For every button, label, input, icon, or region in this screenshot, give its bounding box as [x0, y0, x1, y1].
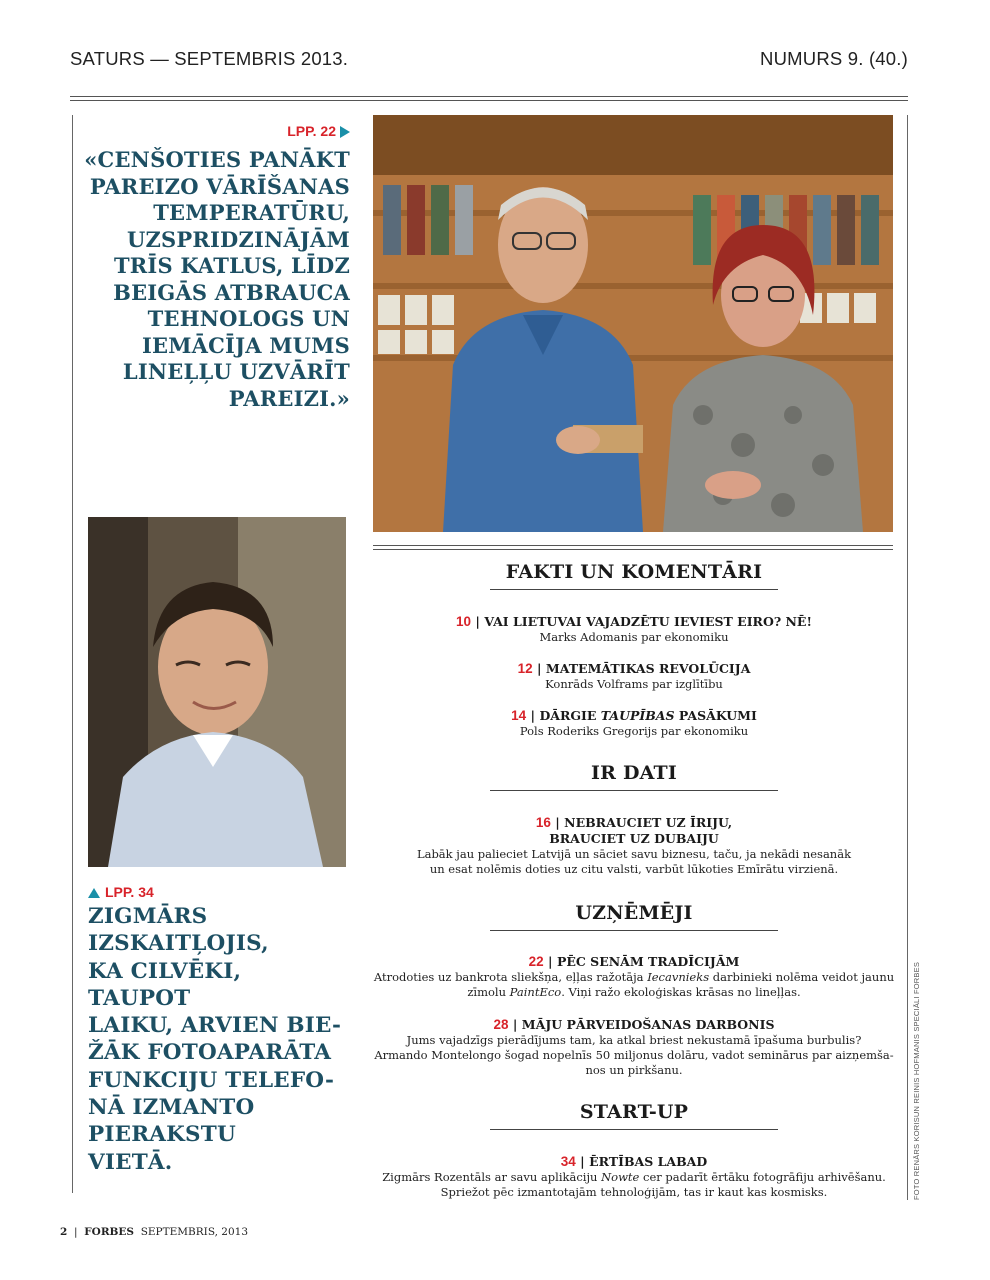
quote-line: TRĪS KATLUS, LĪDZ	[113, 253, 350, 278]
toc-entry-title: NEBRAUCIET UZ ĪRIJU,	[564, 815, 733, 830]
quote-bottom-page-ref[interactable]	[88, 882, 154, 901]
toc-entry-description: Armando Montelongo šogad nopelnīs 50 miljonus dolāru, vadot seminārus par aizņemša-	[374, 1048, 894, 1062]
toc-entry-description: Konrāds Volframs par izglītību	[545, 677, 723, 691]
toc-entry[interactable]: 28 | MĀJU PĀRVEIDOŠANAS DARBONIS Jums vajadzīgs pierādījums tam, ka atkal briest nekustamā īpašuma burbulis? Armando Montelongo šogad nopelnīs 50 miljonus dolāru, vadot seminārus par aizņemša- nos un pirkšanu.	[374, 1017, 894, 1077]
photo-credit: FOTO RENĀRS KORISUN REINIS HOFMANIS SPECIĀLI FORBES	[912, 961, 921, 1200]
toc-entry[interactable]: 10 | VAI LIETUVAI VAJADZĒTU IEVIEST EIRO? NĒ! Marks Adomanis par ekonomiku	[373, 614, 895, 645]
toc-entry-title-italic: TAUPĪBAS	[600, 708, 675, 723]
toc-entry-description: Atrodoties uz bankrota sliekšņa, eļļas ražotāja	[373, 970, 648, 984]
issue-number: NUMURS 9. (40.)	[760, 48, 908, 69]
issue-title: SATURS — SEPTEMBRIS 2013.	[70, 48, 349, 69]
toc-page-number: 10	[456, 614, 472, 629]
toc-page-number: 22	[528, 954, 544, 969]
quote-line: IZSKAITĻOJIS,	[88, 931, 269, 957]
toc-entry-description-italic: Nowte	[601, 1170, 640, 1184]
toc-entry-description: Pols Roderiks Gregorijs par ekonomiku	[519, 724, 749, 738]
toc-entry-title: DĀRGIE	[539, 708, 601, 723]
left-column-rule	[72, 115, 73, 1193]
pull-quote-bottom	[88, 903, 348, 1176]
section-startup	[490, 1101, 778, 1130]
toc-entry-description: Labāk jau palieciet Latvijā un sāciet savu biznesu, taču, ja nekādi nesanāk	[416, 847, 852, 861]
header-rule-top	[70, 96, 908, 97]
header-rule-bottom	[70, 100, 908, 101]
section-title: UZŅĒMĒJI	[490, 902, 778, 931]
section-title: IR DATI	[490, 762, 778, 791]
toc-entry-title: ĒRTĪBAS LABAD	[589, 1154, 708, 1169]
section-fakti	[490, 561, 778, 590]
quote-line: UZSPRIDZINĀJĀM	[126, 226, 350, 252]
portrait-photo	[88, 517, 346, 867]
section-dati	[490, 762, 778, 791]
toc-entry[interactable]: 34 | ĒRTĪBAS LABAD Zigmārs Rozentāls ar savu aplikāciju Nowte cer padarīt ērtāku fotogrāfiju arhivēšanu. Spriežot pēc izmantotajām tehnoloģijām, tas ir kaut kas kosmisks.	[373, 1154, 895, 1200]
toc-entry-title: MĀJU PĀRVEIDOŠANAS DARBONIS	[521, 1017, 775, 1032]
toc-entry-title: VAI LIETUVAI VAJADZĒTU IEVIEST EIRO? NĒ!	[484, 614, 812, 629]
toc-page-number: 28	[493, 1017, 509, 1032]
quote-line: TEMPERATŪRU,	[153, 200, 350, 225]
quote-line: IEMĀCĪJA MUMS	[141, 332, 350, 358]
quote-line: FUNKCIJU TELEFO-	[88, 1067, 335, 1093]
quote-line: LAIKU, ARVIEN BIE-	[88, 1013, 342, 1039]
toc-entry-description: zīmolu	[467, 985, 510, 999]
page-ref-34: LPP. 34	[105, 884, 154, 900]
quote-line: LINEĻĻU UZVĀRĪT	[122, 359, 350, 384]
pull-quote-top	[80, 147, 350, 412]
right-column-rule	[907, 115, 908, 1200]
toc-entry-title: BRAUCIET UZ DUBAIJU	[549, 831, 719, 846]
footer-separator: |	[70, 1226, 81, 1238]
toc-entry[interactable]: 12 | MATEMĀTIKAS REVOLŪCIJA Konrāds Volframs par izglītību	[373, 661, 895, 692]
arrow-right-icon	[340, 126, 350, 138]
quote-line: KA CILVĒKI, TAUPOT	[88, 958, 242, 1011]
quote-line: NĀ IZMANTO	[88, 1095, 255, 1121]
toc-entry-description: Marks Adomanis par ekonomiku	[539, 630, 729, 644]
arrow-up-icon	[88, 888, 100, 898]
section-title: FAKTI UN KOMENTĀRI	[490, 561, 778, 590]
toc-entry-description: darbinieki nolēma veidot jaunu	[709, 970, 895, 984]
quote-line: ZIGMĀRS	[88, 904, 208, 929]
toc-entry-description: cer padarīt ērtāku fotogrāfiju arhivēšanu.	[639, 1170, 886, 1184]
quote-top-page-ref[interactable]	[200, 121, 350, 140]
photo-rule-2	[373, 549, 893, 550]
page-ref-22: LPP. 22	[287, 123, 336, 139]
couple-photo	[373, 115, 893, 532]
toc-page-number: 34	[560, 1154, 576, 1169]
portrait-photo-illustration	[88, 517, 346, 867]
toc-entry-description: . Viņi ražo ekoloģiskas krāsas no lineļļas.	[561, 985, 801, 999]
toc-entry-title: MATEMĀTIKAS REVOLŪCIJA	[545, 661, 751, 676]
toc-page-number: 14	[511, 708, 527, 723]
toc-entry-description: Spriežot pēc izmantotajām tehnoloģijām, tas ir kaut kas kosmisks.	[440, 1185, 828, 1199]
footer-date: SEPTEMBRIS, 2013	[140, 1226, 249, 1238]
toc-entry-description-italic: PaintEco	[509, 985, 562, 999]
toc-entry-description: un esat nolēmis doties uz citu valsti, varbūt lūkoties Emīrātu virzienā.	[429, 862, 839, 876]
toc-entry-description: Zigmārs Rozentāls ar savu aplikāciju	[382, 1170, 602, 1184]
toc-entry[interactable]: 14 | DĀRGIE TAUPĪBAS PASĀKUMI Pols Roderiks Gregorijs par ekonomiku	[373, 708, 895, 739]
quote-line: TEHNOLOGS UN	[147, 306, 350, 331]
toc-entry-description: nos un pirkšanu.	[585, 1063, 683, 1077]
toc-page-number: 12	[517, 661, 533, 676]
photo-rule-1	[373, 545, 893, 546]
toc-entry-description-italic: Iecavnieks	[647, 970, 710, 984]
toc-entry-title: PĒC SENĀM TRADĪCIJĀM	[556, 954, 740, 969]
toc-entry[interactable]: 16 | NEBRAUCIET UZ ĪRIJU, BRAUCIET UZ DUBAIJU Labāk jau palieciet Latvijā un sāciet savu biznesu, taču, ja nekādi nesanāk un esat nolēmis doties uz citu valsti, varbūt lūkoties Emīrātu virzienā.	[373, 815, 895, 877]
quote-line: «CENŠOTIES PANĀKT	[84, 147, 350, 172]
page-footer	[60, 1226, 248, 1238]
page-number: 2	[60, 1226, 68, 1238]
toc-entry[interactable]: 22 | PĒC SENĀM TRADĪCIJĀM Atrodoties uz bankrota sliekšņa, eļļas ražotāja Iecavnieks darbinieki nolēma veidot jaunu zīmolu PaintEco. Viņi ražo ekoloģiskas krāsas no lineļļas.	[373, 954, 895, 999]
toc-entry-title: PASĀKUMI	[674, 708, 757, 723]
quote-line: VIETĀ.	[88, 1149, 173, 1175]
toc-page-number: 16	[535, 815, 551, 830]
section-uznemeji	[490, 902, 778, 931]
couple-photo-illustration	[373, 115, 893, 532]
footer-brand: FORBES	[84, 1226, 135, 1238]
toc-entry-description: Jums vajadzīgs pierādījums tam, ka atkal briest nekustamā īpašuma burbulis?	[406, 1033, 862, 1047]
quote-line: BEIGĀS ATBRAUCA	[113, 279, 350, 305]
section-title: START-UP	[490, 1101, 778, 1130]
quote-line: PIERAKSTU	[88, 1122, 236, 1148]
quote-line: PAREIZI.»	[228, 385, 350, 411]
page-header	[70, 48, 908, 72]
quote-line: PAREIZO VĀRĪŠANAS	[89, 173, 350, 199]
quote-line: ŽĀK FOTOAPARĀTA	[88, 1040, 332, 1066]
